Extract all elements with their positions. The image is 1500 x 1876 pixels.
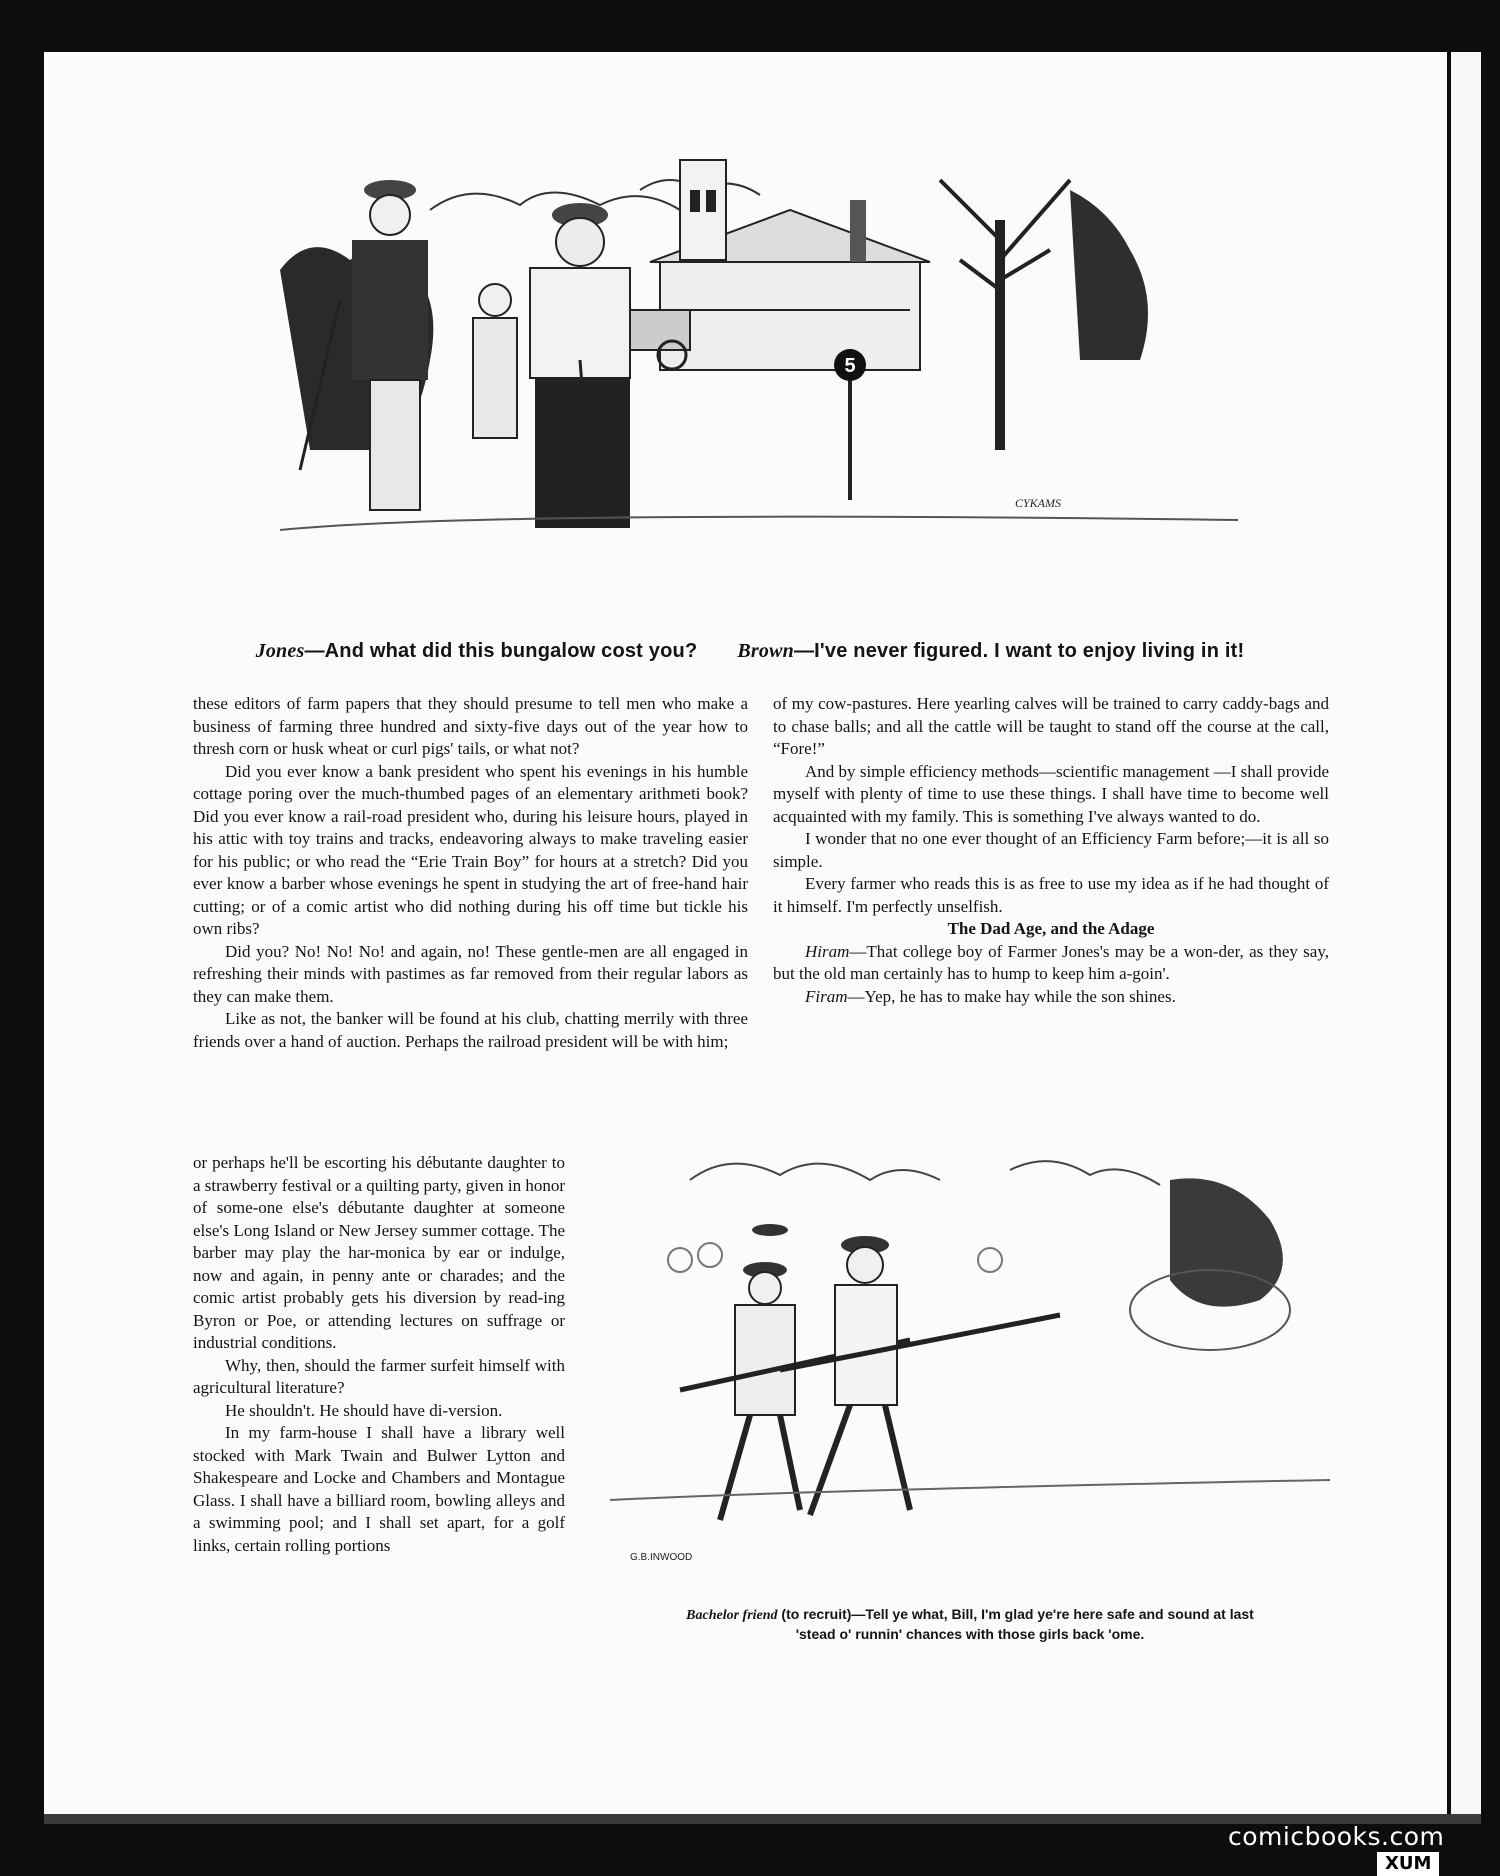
site-watermark	[1228, 1822, 1445, 1874]
brown-line: —I've never figured. I want to enjoy living in it!	[793, 640, 1245, 662]
jones-line: —And what did this bungalow cost you?	[304, 640, 698, 662]
soldier-body	[835, 1285, 897, 1405]
watermark-badge: XUM	[1377, 1852, 1439, 1876]
watermark-text: comicbooks.com	[1228, 1822, 1445, 1851]
head	[556, 218, 604, 266]
speaker-brown: Brown	[737, 640, 794, 662]
dialogue-line	[773, 941, 1329, 986]
bell-tower	[680, 160, 726, 260]
hole-number: 5	[844, 355, 856, 377]
facing-page-edge	[1451, 52, 1481, 1814]
rifle	[780, 1315, 1060, 1370]
soldier-head	[847, 1247, 883, 1283]
artist-signature: G.B.INWOOD	[630, 1552, 693, 1563]
speaker-bachelor-friend: Bachelor friend	[686, 1608, 778, 1623]
background-soldier	[698, 1243, 722, 1267]
speaker-hiram: Hiram	[805, 941, 850, 961]
right-column-text	[773, 693, 1329, 1008]
jones-trousers	[370, 380, 420, 510]
bottom-illustration-caption	[605, 1605, 1335, 1644]
cloud-line	[430, 193, 680, 211]
caption-line-1: (to recruit)—Tell ye what, Bill, I'm glad ye're here safe and sound at last	[777, 1606, 1254, 1622]
paragraph: Why, then, should the farmer surfeit himself with agricultural literature?	[193, 1355, 565, 1397]
artist-signature: CYKAMS	[1015, 496, 1062, 510]
left-column-narrow-text	[193, 1152, 565, 1557]
soldier-leg	[885, 1405, 910, 1510]
smoke-cloud	[1010, 1161, 1160, 1185]
soldier-leg	[810, 1405, 850, 1515]
background-soldier	[668, 1248, 692, 1272]
paragraph: Every farmer who reads this is as free to use my idea as if he had thought of it himself. I'm perfectly unselfish.	[773, 874, 1329, 916]
paragraph: He shouldn't. He should have di-version.	[225, 1400, 503, 1420]
bullet	[752, 1224, 788, 1236]
background-soldier	[978, 1248, 1002, 1272]
soldier-leg	[720, 1415, 750, 1520]
fairway-line	[280, 517, 1238, 530]
dialogue-line	[773, 986, 1329, 1009]
firam-text: —Yep, he has to make hay while the son shines.	[847, 986, 1176, 1006]
paragraph: of my cow-pastures. Here yearling calves will be trained to carry caddy-bags and to chase balls; and all the cattle will be taught to stand off the course at the call, “Fore!”	[773, 694, 1329, 758]
golf-bungalow-illustration	[280, 150, 1238, 610]
chimney	[850, 200, 866, 262]
caddy-body	[473, 318, 517, 438]
section-subheading: The Dad Age, and the Adage	[947, 919, 1155, 938]
caddy-head	[479, 284, 511, 316]
jones-jacket	[352, 240, 428, 380]
paragraph: Like as not, the banker will be found at his club, chatting merrily with three friends over a hand of auction. Perhaps the railroad president will be with him;	[193, 1009, 748, 1051]
top-illustration-caption	[200, 640, 1300, 663]
tower-window	[706, 190, 716, 212]
paragraph: these editors of farm papers that they should presume to tell men who make a business of farming three hundred and sixty-five days out of the year how to thresh corn or husk wheat or curl pigs' tails, or what not?	[193, 694, 748, 758]
soldier-body	[735, 1305, 795, 1415]
tree-right	[1070, 190, 1148, 360]
paragraph: Did you? No! No! No! and again, no! These gentle-men are all engaged in refreshing their minds with pastimes as far removed from their regular labors as they can make them.	[193, 941, 748, 1006]
soldiers-charge-illustration	[610, 1140, 1330, 1580]
speaker-firam: Firam	[805, 986, 848, 1006]
tower-window	[690, 190, 700, 212]
paragraph: And by simple efficiency methods—scientific management —I shall provide myself with plenty of time to use these things. I shall have time to become well acquainted with my family. This is something I've always wanted to do.	[773, 761, 1329, 826]
paragraph: Did you ever know a bank president who spent his evenings in his humble cottage poring over the much-thumbed pages of an elementary arithmeti book? Did you ever know a rail-road president who, during his leisure hours, played in his attic with toy trains and tracks, endeavoring always to make traveling easier for his public; or who read the “Erie Train Boy” for hours at a stretch? Did you ever know a barber whose evenings he spent in studying the art of free-hand hair cutting; or of a comic artist who did nothing during his off time but tickle his own ribs?	[193, 761, 748, 938]
soldier-leg	[780, 1415, 800, 1510]
soldier-head	[749, 1272, 781, 1304]
bungalow-house	[660, 260, 920, 370]
hiram-text: —That college boy of Farmer Jones's may be a won-der, as they say, but the old man certainly has to hump to keep him a-goin'.	[773, 941, 1329, 983]
paragraph: or perhaps he'll be escorting his débutante daughter to a strawberry festival or a quilting party, given in honor of some-one else's débutante daughter at someone else's Long Island or New Jersey summer cottage. The barber may play the har-monica by ear or indulge, now and again, in penny ante or charades; and the comic artist probably gets his diversion by read-ing Byron or Poe, or attending lectures on suffrage or industrial conditions.	[193, 1153, 565, 1352]
ground-line	[610, 1480, 1330, 1500]
paragraph: In my farm-house I shall have a library well stocked with Mark Twain and Bulwer Lytton and Shakespeare and Locke and Chambers and Montague Glass. I shall have a billiard room, bowling alleys and a swimming pool; and I shall set apart, for a golf links, certain rolling portions	[193, 1423, 565, 1555]
paragraph: I wonder that no one ever thought of an Efficiency Farm before;—it is all so simple.	[773, 829, 1329, 871]
speaker-jones: Jones	[255, 640, 305, 662]
explosion-smoke	[1170, 1178, 1283, 1306]
smoke-cloud	[690, 1164, 940, 1180]
caption-line-2: 'stead o' runnin' chances with those girls back 'ome.	[795, 1626, 1145, 1642]
head	[370, 195, 410, 235]
left-column-text	[193, 693, 748, 1053]
